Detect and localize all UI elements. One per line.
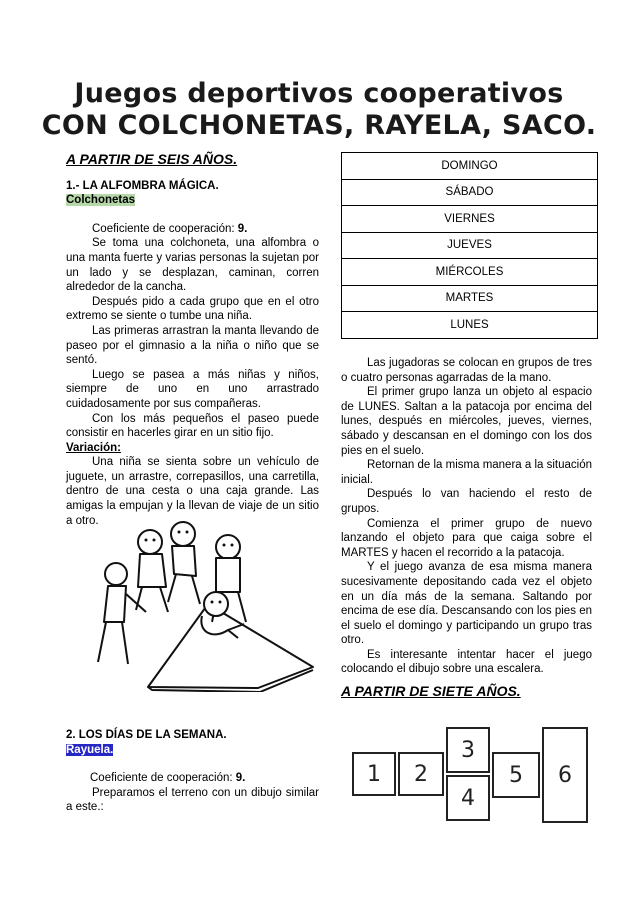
left-column bbox=[66, 152, 319, 528]
paragraph: Después lo van haciendo el resto de grupos. bbox=[341, 488, 592, 515]
paragraph: Retornan de la misma manera a la situación inicial. bbox=[341, 459, 593, 486]
days-of-week-table bbox=[341, 152, 598, 339]
paragraph: El primer grupo lanza un objeto al espacio de LUNES. Saltan a la patacoja por encima del lunes, después en miércoles, jueves, viernes, sábado y descansan en el domingo con los dos pies en el suelo. bbox=[341, 386, 592, 457]
cooperation-coefficient: Coeficiente de cooperación: 9. bbox=[90, 772, 246, 785]
hopscotch-square-6: 6 bbox=[542, 727, 588, 823]
paragraph: Preparamos el terreno con un dibujo similar a este.: bbox=[66, 786, 319, 814]
hopscotch-square-1: 1 bbox=[352, 752, 396, 796]
paragraph: Luego se pasea a más niñas y niños, siempre de uno en uno arrastrado cuidadosamente por sus compañeras. bbox=[66, 368, 319, 410]
material-label-mats: Colchonetas bbox=[66, 194, 136, 207]
right-column-text bbox=[341, 356, 592, 677]
variation-label: Variación: bbox=[66, 441, 121, 454]
hopscotch-square-4: 4 bbox=[446, 775, 490, 821]
paragraph: Se toma una colchoneta, una alfombra o una manta fuerte y varias personas la sujetan por un lado y se desplazan, caminan, corren alrededor de la cancha. bbox=[66, 237, 319, 294]
hopscotch-square-3: 3 bbox=[446, 727, 490, 773]
section-heading-six-years: A PARTIR DE SEIS AÑOS. bbox=[66, 151, 238, 167]
paragraph: Es interesante intentar hacer el juego colocando el dibujo sobre una escalera. bbox=[341, 648, 592, 676]
section-heading-seven-years: A PARTIR DE SIETE AÑOS. bbox=[341, 683, 521, 699]
paragraph: Las jugadoras se colocan en grupos de tres o cuatro personas agarradas de la mano. bbox=[341, 357, 592, 384]
page-title-line2: CON COLCHONETAS, RAYELA, SACO. bbox=[41, 110, 597, 141]
cooperation-coefficient: Coeficiente de cooperación: 9. bbox=[92, 222, 248, 235]
day-cell: LUNES bbox=[342, 312, 598, 339]
hopscotch-square-2: 2 bbox=[398, 752, 444, 796]
paragraph: Con los más pequeños el paseo puede consistir en hacerles girar en un sitio fijo. bbox=[66, 412, 319, 440]
game-title-magic-carpet: 1.- LA ALFOMBRA MÁGICA. bbox=[66, 179, 219, 192]
day-cell: VIERNES bbox=[342, 206, 598, 233]
section-two bbox=[66, 728, 319, 815]
day-cell: JUEVES bbox=[342, 232, 598, 259]
day-cell: MIÉRCOLES bbox=[342, 259, 598, 286]
material-label-hopscotch: Rayuela. bbox=[66, 743, 114, 756]
day-cell: MARTES bbox=[342, 285, 598, 312]
paragraph: Las primeras arrastran la manta llevando de paseo por el gimnasio a la niña o niño que se sentó. bbox=[66, 324, 319, 367]
kids-on-mat-illustration bbox=[88, 512, 318, 692]
paragraph: Después pido a cada grupo que en el otro extremo se siente o tumbe una niña. bbox=[66, 295, 319, 323]
hopscotch-square-5: 5 bbox=[492, 752, 540, 798]
paragraph: Y el juego avanza de esa misma manera sucesivamente depositando cada vez el objeto en un día más de la semana. Saltando por encima de ese día. Descansando con los pies en el suelo el domingo y participando un grupo tras otro. bbox=[341, 561, 592, 647]
day-cell: DOMINGO bbox=[342, 153, 598, 180]
paragraph: Comienza el primer grupo de nuevo lanzando el objeto para que caiga sobre el MARTES y hacen el recorrido a la patacoja. bbox=[341, 517, 592, 559]
day-cell: SÁBADO bbox=[342, 179, 598, 206]
page-title-line1: Juegos deportivos cooperativos bbox=[74, 78, 564, 109]
paragraph: Una niña se sienta sobre un vehículo de juguete, un arrastre, correpasillos, una carretilla, dentro de una cesta o una caja grande. Las amigas la empujan y la llevan de viaje de un sitio a otro. bbox=[66, 456, 319, 527]
game-title-days-of-week: 2. LOS DÍAS DE LA SEMANA. bbox=[66, 729, 227, 741]
